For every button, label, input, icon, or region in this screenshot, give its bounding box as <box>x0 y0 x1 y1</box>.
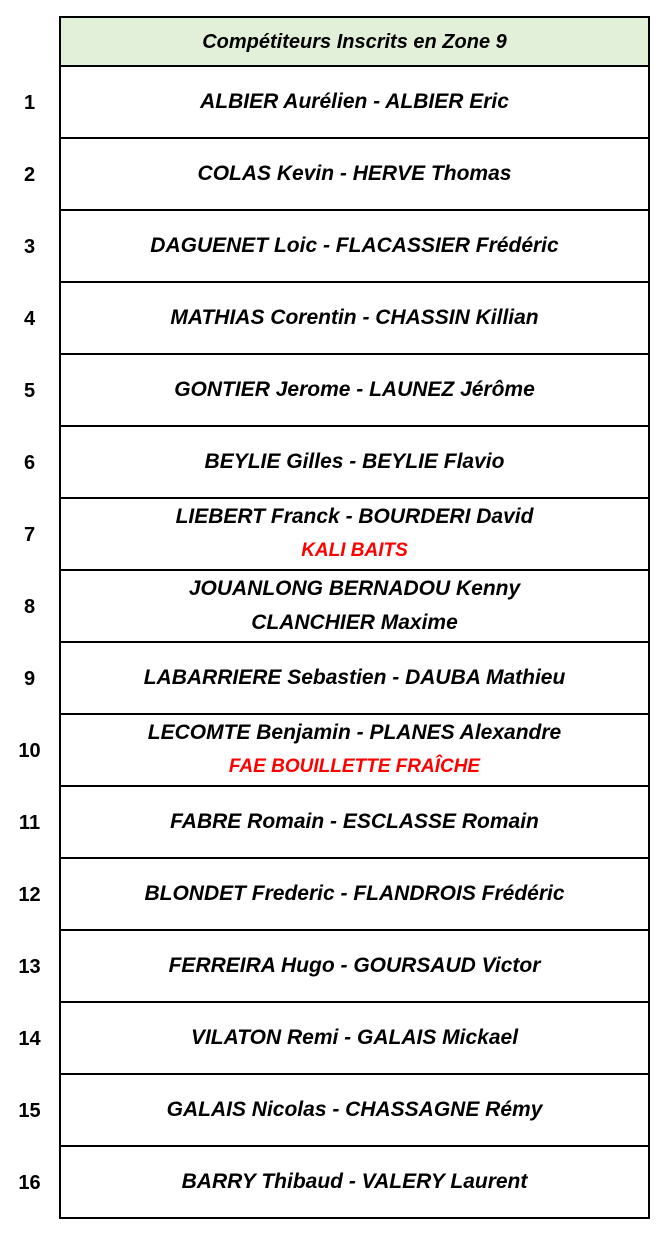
team-names: LIEBERT Franck - BOURDERI David <box>175 505 534 528</box>
row-number: 6 <box>23 451 36 474</box>
team-cell <box>59 67 650 139</box>
team-cell <box>59 355 650 427</box>
row-number: 9 <box>23 667 36 690</box>
team-names: VILATON Remi - GALAIS Mickael <box>190 1026 519 1049</box>
team-cell <box>59 211 650 283</box>
team-cell <box>59 283 650 355</box>
team-cell <box>59 499 650 571</box>
row-number: 3 <box>23 235 36 258</box>
team-names: FABRE Romain - ESCLASSE Romain <box>170 810 539 833</box>
row-number: 11 <box>18 811 41 834</box>
table-row <box>0 1003 666 1075</box>
row-number: 14 <box>18 1027 41 1050</box>
team-cell <box>59 931 650 1003</box>
team-cell <box>59 787 650 859</box>
table-row <box>0 67 666 139</box>
table-row <box>0 1075 666 1147</box>
team-cell <box>59 859 650 931</box>
table-row <box>0 571 666 643</box>
team-cell <box>59 643 650 715</box>
team-cell <box>59 571 650 643</box>
team-cell <box>59 715 650 787</box>
table-row <box>0 139 666 211</box>
header-number-cell <box>0 16 59 67</box>
sponsor-text: FAE BOUILLETTE FRAÎCHE <box>228 756 481 777</box>
team-cell <box>59 1075 650 1147</box>
team-cell <box>59 1147 650 1219</box>
team-names-second-line: CLANCHIER Maxime <box>251 611 458 634</box>
team-names: COLAS Kevin - HERVE Thomas <box>197 162 512 185</box>
row-number: 4 <box>23 307 36 330</box>
team-names: BARRY Thibaud - VALERY Laurent <box>181 1170 528 1193</box>
row-number: 5 <box>23 379 36 402</box>
team-cell <box>59 139 650 211</box>
row-number: 12 <box>18 883 41 906</box>
team-names: LECOMTE Benjamin - PLANES Alexandre <box>147 721 562 744</box>
team-names: DAGUENET Loic - FLACASSIER Frédéric <box>150 234 559 257</box>
team-names: GONTIER Jerome - LAUNEZ Jérôme <box>174 378 535 401</box>
table-row <box>0 211 666 283</box>
team-names: BEYLIE Gilles - BEYLIE Flavio <box>204 450 505 473</box>
table-row <box>0 1147 666 1219</box>
team-names: LABARRIERE Sebastien - DAUBA Mathieu <box>143 666 566 689</box>
team-cell <box>59 1003 650 1075</box>
team-cell <box>59 427 650 499</box>
table-row <box>0 283 666 355</box>
team-names: BLONDET Frederic - FLANDROIS Frédéric <box>144 882 565 905</box>
team-names: MATHIAS Corentin - CHASSIN Killian <box>170 306 539 329</box>
table-row <box>0 355 666 427</box>
team-names: ALBIER Aurélien - ALBIER Eric <box>200 90 509 113</box>
row-number: 10 <box>18 739 41 762</box>
row-number: 7 <box>23 523 36 546</box>
table-row <box>0 715 666 787</box>
team-names: JOUANLONG BERNADOU Kenny <box>188 577 521 600</box>
team-names: FERREIRA Hugo - GOURSAUD Victor <box>168 954 541 977</box>
table-header-row <box>0 16 666 67</box>
competitors-table <box>0 16 666 1219</box>
row-number: 13 <box>18 955 41 978</box>
row-number: 15 <box>18 1099 41 1122</box>
header-text: Compétiteurs Inscrits en Zone 9 <box>202 30 507 53</box>
table-row <box>0 427 666 499</box>
table-row <box>0 931 666 1003</box>
row-number: 2 <box>23 163 36 186</box>
row-number: 1 <box>23 91 36 114</box>
row-number: 8 <box>23 595 36 618</box>
table-row <box>0 859 666 931</box>
team-names: GALAIS Nicolas - CHASSAGNE Rémy <box>166 1098 543 1121</box>
row-number: 16 <box>18 1171 41 1194</box>
table-row <box>0 499 666 571</box>
sponsor-text: KALI BAITS <box>301 540 408 561</box>
table-row <box>0 787 666 859</box>
table-title <box>59 16 650 67</box>
table-row <box>0 643 666 715</box>
